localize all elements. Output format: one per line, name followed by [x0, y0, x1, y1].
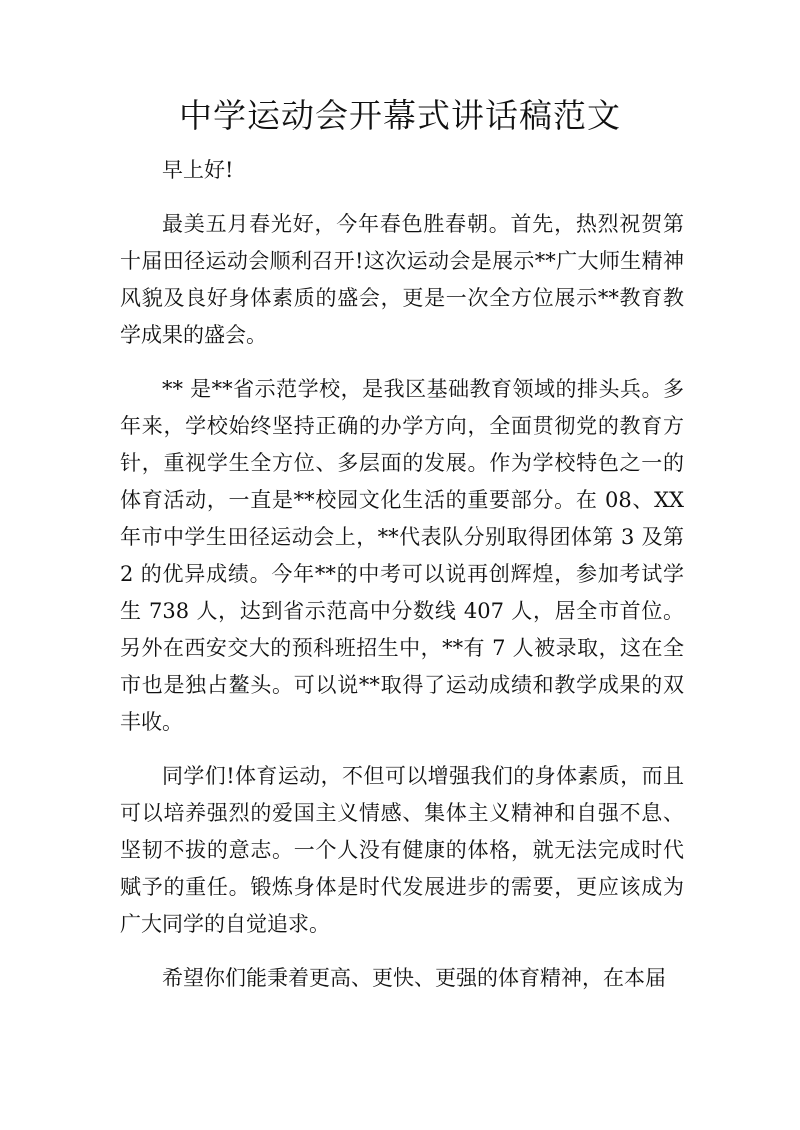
- paragraph-opening: 最美五月春光好，今年春色胜春朝。首先，热烈祝贺第十届田径运动会顺利召开!这次运动会是展示**广大师生精神风貌及良好身体素质的盛会，更是一次全方位展示**教育教学成果的盛会。: [120, 212, 684, 347]
- paragraph-sports-value: 同学们!体育运动，不但可以增强我们的身体素质，而且可以培养强烈的爱国主义情感、集体主义精神和自强不息、坚韧不拔的意志。一个人没有健康的体格，就无法完成时代赋予的重任。锻炼身体是时代发展进步的需要，更应该成为广大同学的自觉追求。: [120, 764, 684, 936]
- document-title: 中学运动会开幕式讲话稿范文: [179, 96, 621, 135]
- document-body: [120, 152, 684, 997]
- paragraph-hope: 希望你们能秉着更高、更快、更强的体育精神，在本届: [162, 966, 666, 990]
- paragraph-school-achievements: ** 是**省示范学校，是我区基础教育领域的排头兵。多年来，学校始终坚持正确的办学方向，全面贯彻党的教育方针，重视学生全方位、多层面的发展。作为学校特色之一的体育活动，一直是**校园文化生活的重要部分。在 08、XX 年市中学生田径运动会上，**代表队分别取得团体第 3 及第 2 的优异成绩。今年**的中考可以说再创辉煌，参加考试学生 738 人，达到省示范高中分数线 407 人，居全市首位。另外在西安交大的预科班招生中，**有 7 人被录取，这在全市也是独占鳌头。可以说**取得了运动成绩和教学成果的双丰收。: [120, 377, 684, 734]
- paragraph-greeting: 早上好!: [162, 158, 234, 182]
